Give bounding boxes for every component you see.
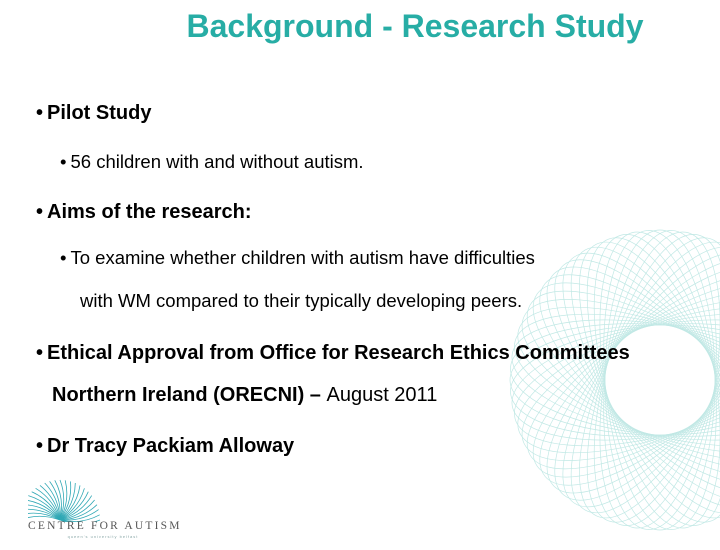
swirl-line — [568, 221, 720, 539]
swirl-line — [500, 277, 720, 483]
swirl-line — [506, 249, 720, 511]
bullet-ethical-approval — [36, 341, 630, 365]
swirl-line — [515, 235, 720, 525]
swirl-line — [537, 223, 720, 538]
bullet-dot: • — [60, 247, 67, 268]
bullet-text: Ethical Approval from Office for Research Ethics Committees — [47, 342, 630, 364]
swirl-line — [506, 249, 720, 511]
bullet-text: To examine whether children with autism have difficulties — [70, 247, 535, 268]
swirl-line — [503, 300, 720, 460]
bullet-researcher — [36, 434, 294, 458]
swirl-line — [537, 223, 720, 538]
swirl-line — [557, 220, 720, 540]
logo-text: CENTRE FOR AUTISM — [28, 520, 182, 532]
bullet-text: Northern Ireland (ORECNI) – — [52, 384, 321, 406]
bullet-text: with WM compared to their typically developing peers. — [80, 290, 523, 311]
logo-subtitle: queen's university belfast — [67, 534, 139, 539]
swirl-line — [503, 300, 720, 460]
swirl-line — [510, 241, 720, 518]
swirl-line — [592, 226, 720, 534]
bullet-text: Aims of the research: — [47, 201, 252, 223]
bullet-dot: • — [36, 342, 44, 364]
swirl-line — [568, 221, 720, 539]
swirl-line — [515, 235, 720, 525]
swirl-line — [521, 230, 720, 531]
bullet-ethical-approval-continued — [52, 383, 437, 407]
bullet-dot: • — [36, 102, 44, 124]
bullet-dot: • — [36, 201, 44, 223]
swirl-line — [529, 226, 720, 535]
bullet-dot: • — [36, 435, 44, 457]
swirl-line — [500, 277, 720, 483]
swirl-line — [529, 226, 720, 535]
bullet-aim-detail-continued — [80, 289, 522, 313]
bullet-sample — [60, 150, 364, 174]
swirl-line — [521, 230, 720, 531]
bullet-text: Pilot Study — [47, 102, 152, 124]
bullet-aim-detail — [60, 246, 535, 270]
swirl-line — [605, 230, 715, 530]
bullet-aims — [36, 200, 252, 224]
swirl-line — [547, 221, 720, 539]
swirl-line — [592, 226, 720, 534]
bullet-text: 56 children with and without autism. — [70, 151, 364, 172]
bullet-dot: • — [60, 151, 67, 172]
swirl-line — [580, 223, 720, 538]
swirl-line — [506, 312, 720, 448]
swirl-line — [501, 288, 720, 472]
swirl-line — [501, 267, 720, 493]
swirl-line — [501, 288, 720, 472]
swirl-line — [510, 241, 720, 518]
swirl-line — [503, 257, 720, 502]
slide-title: Background - Research Study — [186, 8, 644, 44]
swirl-line — [503, 257, 720, 502]
swirl-line — [580, 223, 720, 538]
centre-for-autism-logo — [28, 476, 182, 539]
bullet-pilot-study — [36, 101, 151, 125]
swirl-line — [557, 220, 720, 540]
swirl-line — [501, 267, 720, 493]
approval-date: August 2011 — [326, 384, 438, 406]
swirl-line — [547, 221, 720, 539]
bullet-text: Dr Tracy Packiam Alloway — [47, 435, 295, 457]
swirl-line — [506, 312, 720, 448]
sunburst-logo-icon — [28, 476, 178, 522]
